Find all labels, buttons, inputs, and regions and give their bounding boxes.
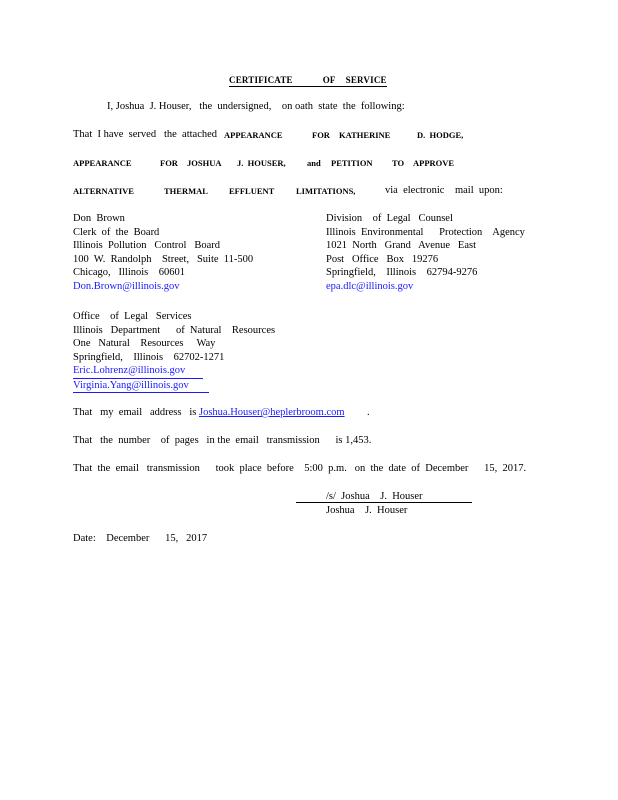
recipient-office: Office of Legal Services [73,311,192,322]
recipient-title: Clerk of the Board [73,226,160,238]
transmission-time-statement: That the email transmission took place before 5:00 p.m. on the date of December 15, 2017. [73,463,527,474]
date-line: Date: December 15, 2017 [73,533,208,544]
recipient-dnr-block [73,310,275,393]
statement-text: That my email address is [73,407,199,418]
recipient-street: 1021 North Grand Avenue East [326,240,476,251]
recipient-name: Don Brown [73,213,125,224]
doc-word: TO [392,158,405,168]
doc-word: PETITION [331,158,373,168]
via-electronic-mail: via electronic mail upon: [385,185,503,196]
oath-statement: I, Joshua J. Houser, the undersigned, on oath state the following: [107,101,405,112]
recipient-division: Division of Legal Counsel [326,213,453,224]
email-address-statement [73,406,370,420]
sender-email-link[interactable]: Joshua.Houser@heplerbroom.com [198,407,345,418]
doc-word: D. HODGE, [417,130,464,140]
served-intro: That I have served the attached [73,129,218,140]
recipient-organization: Illinois Department of Natural Resources [73,324,276,336]
title-word-service: SERVICE [345,75,387,85]
doc-word: FOR [160,158,178,168]
statement-period: . [366,407,370,418]
recipient-email-link[interactable]: Virginia.Yang@illinois.gov [73,379,189,391]
doc-word: EFFLUENT [229,186,275,196]
recipient-epa-block [326,212,525,293]
electronic-signature: /s/ Joshua J. Houser [326,491,423,502]
doc-word: KATHERINE [339,130,391,140]
recipient-city: Chicago, Illinois 60601 [73,267,185,278]
doc-word: APPEARANCE [224,130,283,140]
recipient-email-link[interactable]: Don.Brown@illinois.gov [73,280,180,292]
title-word-certificate: CERTIFICATE [229,75,293,85]
recipient-street: 100 W. Randolph Street, Suite 11-500 [73,253,254,265]
documents-line-3 [0,186,618,198]
recipient-street: One Natural Resources Way [73,338,216,349]
doc-word: and [307,158,321,168]
page-count-statement: That the number of pages in the email transmission is 1,453. [73,435,372,446]
documents-line-1 [0,130,618,142]
recipient-organization: Illinois Environmental Protection Agency [326,226,525,238]
doc-word: LIMITATIONS, [296,186,356,196]
doc-word: APPROVE [413,158,455,168]
doc-word: JOSHUA [187,158,222,168]
recipient-city: Springfield, Illinois 62702-1271 [73,351,225,363]
doc-word: THERMAL [164,186,208,196]
doc-word: ALTERNATIVE [73,186,134,196]
signer-name: Joshua J. Houser [326,505,408,516]
documents-line-2 [0,158,618,170]
doc-word: FOR [312,130,330,140]
recipient-clerk-block [73,212,253,293]
recipient-email-link[interactable]: epa.dlc@illinois.gov [326,280,414,292]
recipient-po-box: Post Office Box 19276 [326,253,439,265]
recipient-city: Springfield, Illinois 62794-9276 [326,267,478,278]
recipient-email-link[interactable]: Eric.Lohrenz@illinois.gov [73,365,186,376]
title-word-of: OF [322,75,336,85]
document-title [229,75,387,87]
recipient-organization: Illinois Pollution Control Board [73,240,221,251]
doc-word: APPEARANCE [73,158,132,168]
doc-word: J. HOUSER, [237,158,286,168]
